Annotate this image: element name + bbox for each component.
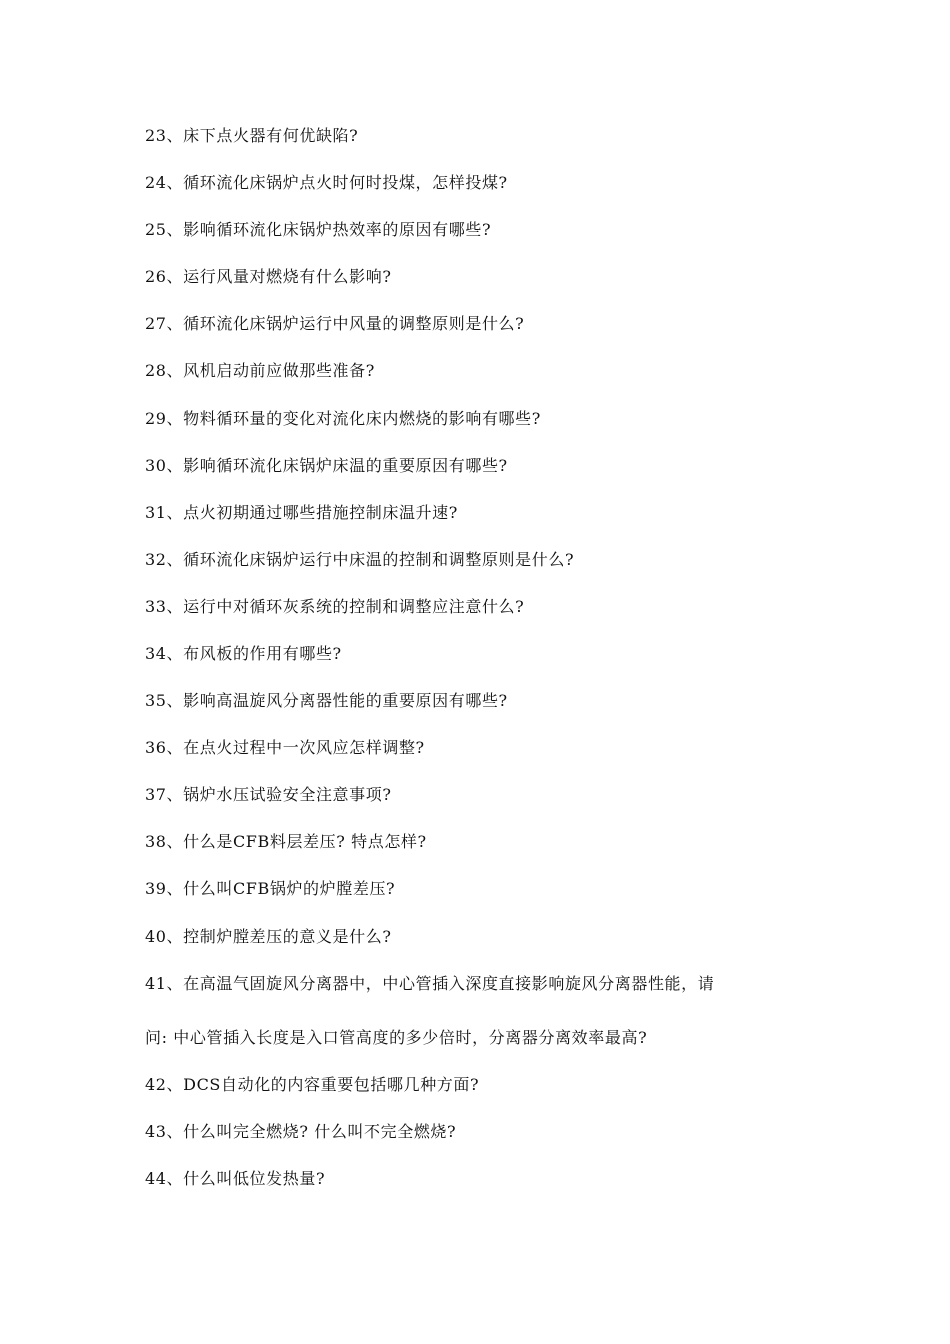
question-35: 35、影响高温旋风分离器性能的重要原因有哪些? (145, 691, 508, 710)
question-24: 24、循环流化床锅炉点火时何时投煤，怎样投煤? (145, 173, 508, 192)
question-25: 25、影响循环流化床锅炉热效率的原因有哪些? (145, 220, 492, 239)
question-37: 37、锅炉水压试验安全注意事项? (145, 785, 392, 804)
question-42: 42、DCS自动化的内容重要包括哪几种方面? (145, 1075, 480, 1094)
question-41-line-2: 问: 中心管插入长度是入口管高度的多少倍时，分离器分离效率最高? (145, 1028, 648, 1047)
question-30: 30、影响循环流化床锅炉床温的重要原因有哪些? (145, 456, 508, 475)
question-27: 27、循环流化床锅炉运行中风量的调整原则是什么? (145, 314, 525, 333)
question-33: 33、运行中对循环灰系统的控制和调整应注意什么? (145, 597, 525, 616)
question-29: 29、物料循环量的变化对流化床内燃烧的影响有哪些? (145, 409, 541, 428)
question-43: 43、什么叫完全燃烧? 什么叫不完全燃烧? (145, 1122, 457, 1141)
question-32: 32、循环流化床锅炉运行中床温的控制和调整原则是什么? (145, 550, 575, 569)
question-34: 34、布风板的作用有哪些? (145, 644, 342, 663)
question-39: 39、什么叫CFB锅炉的炉膛差压? (145, 879, 396, 898)
question-44: 44、什么叫低位发热量? (145, 1169, 326, 1188)
question-28: 28、风机启动前应做那些准备? (145, 361, 375, 380)
question-36: 36、在点火过程中一次风应怎样调整? (145, 738, 425, 757)
question-41-line-1: 41、在高温气固旋风分离器中，中心管插入深度直接影响旋风分离器性能，请 (145, 974, 715, 993)
question-40: 40、控制炉膛差压的意义是什么? (145, 927, 392, 946)
question-26: 26、运行风量对燃烧有什么影响? (145, 267, 392, 286)
question-31: 31、点火初期通过哪些措施控制床温升速? (145, 503, 458, 522)
question-38: 38、什么是CFB料层差压? 特点怎样? (145, 832, 427, 851)
question-23: 23、床下点火器有何优缺陷? (145, 126, 359, 145)
